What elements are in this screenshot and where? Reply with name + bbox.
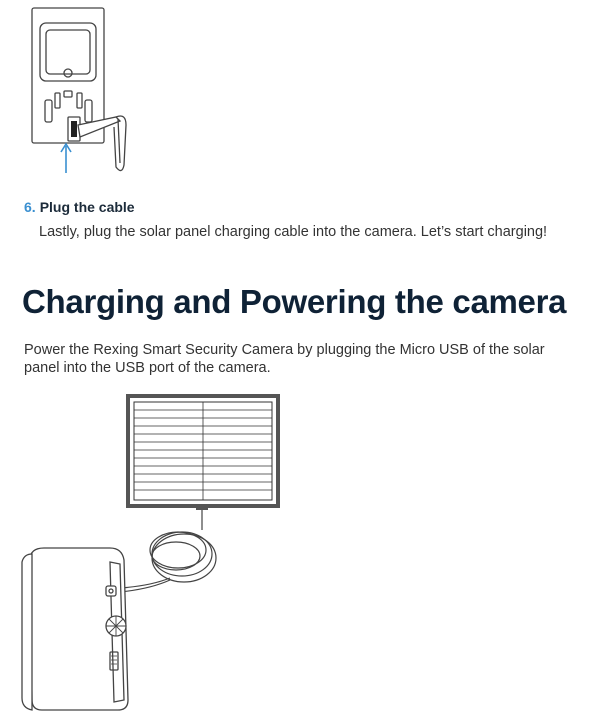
up-arrow-icon (61, 144, 71, 173)
wall-mount-illustration (30, 5, 150, 180)
security-camera (22, 548, 128, 710)
step-description: Lastly, plug the solar panel charging cable into the camera. Let’s start charging! (39, 224, 548, 240)
section-heading: Charging and Powering the camera (22, 283, 567, 320)
step-title-text: Plug the cable (39, 199, 135, 215)
step-number: 6. (24, 199, 36, 215)
charging-cable (110, 510, 216, 593)
solar-panel (128, 396, 278, 510)
step-title (24, 199, 135, 215)
section-body: Power the Rexing Smart Security Camera by plugging the Micro USB of the solar panel into the USB port of the camera. (24, 342, 545, 376)
solar-panel-camera-illustration (10, 390, 310, 720)
